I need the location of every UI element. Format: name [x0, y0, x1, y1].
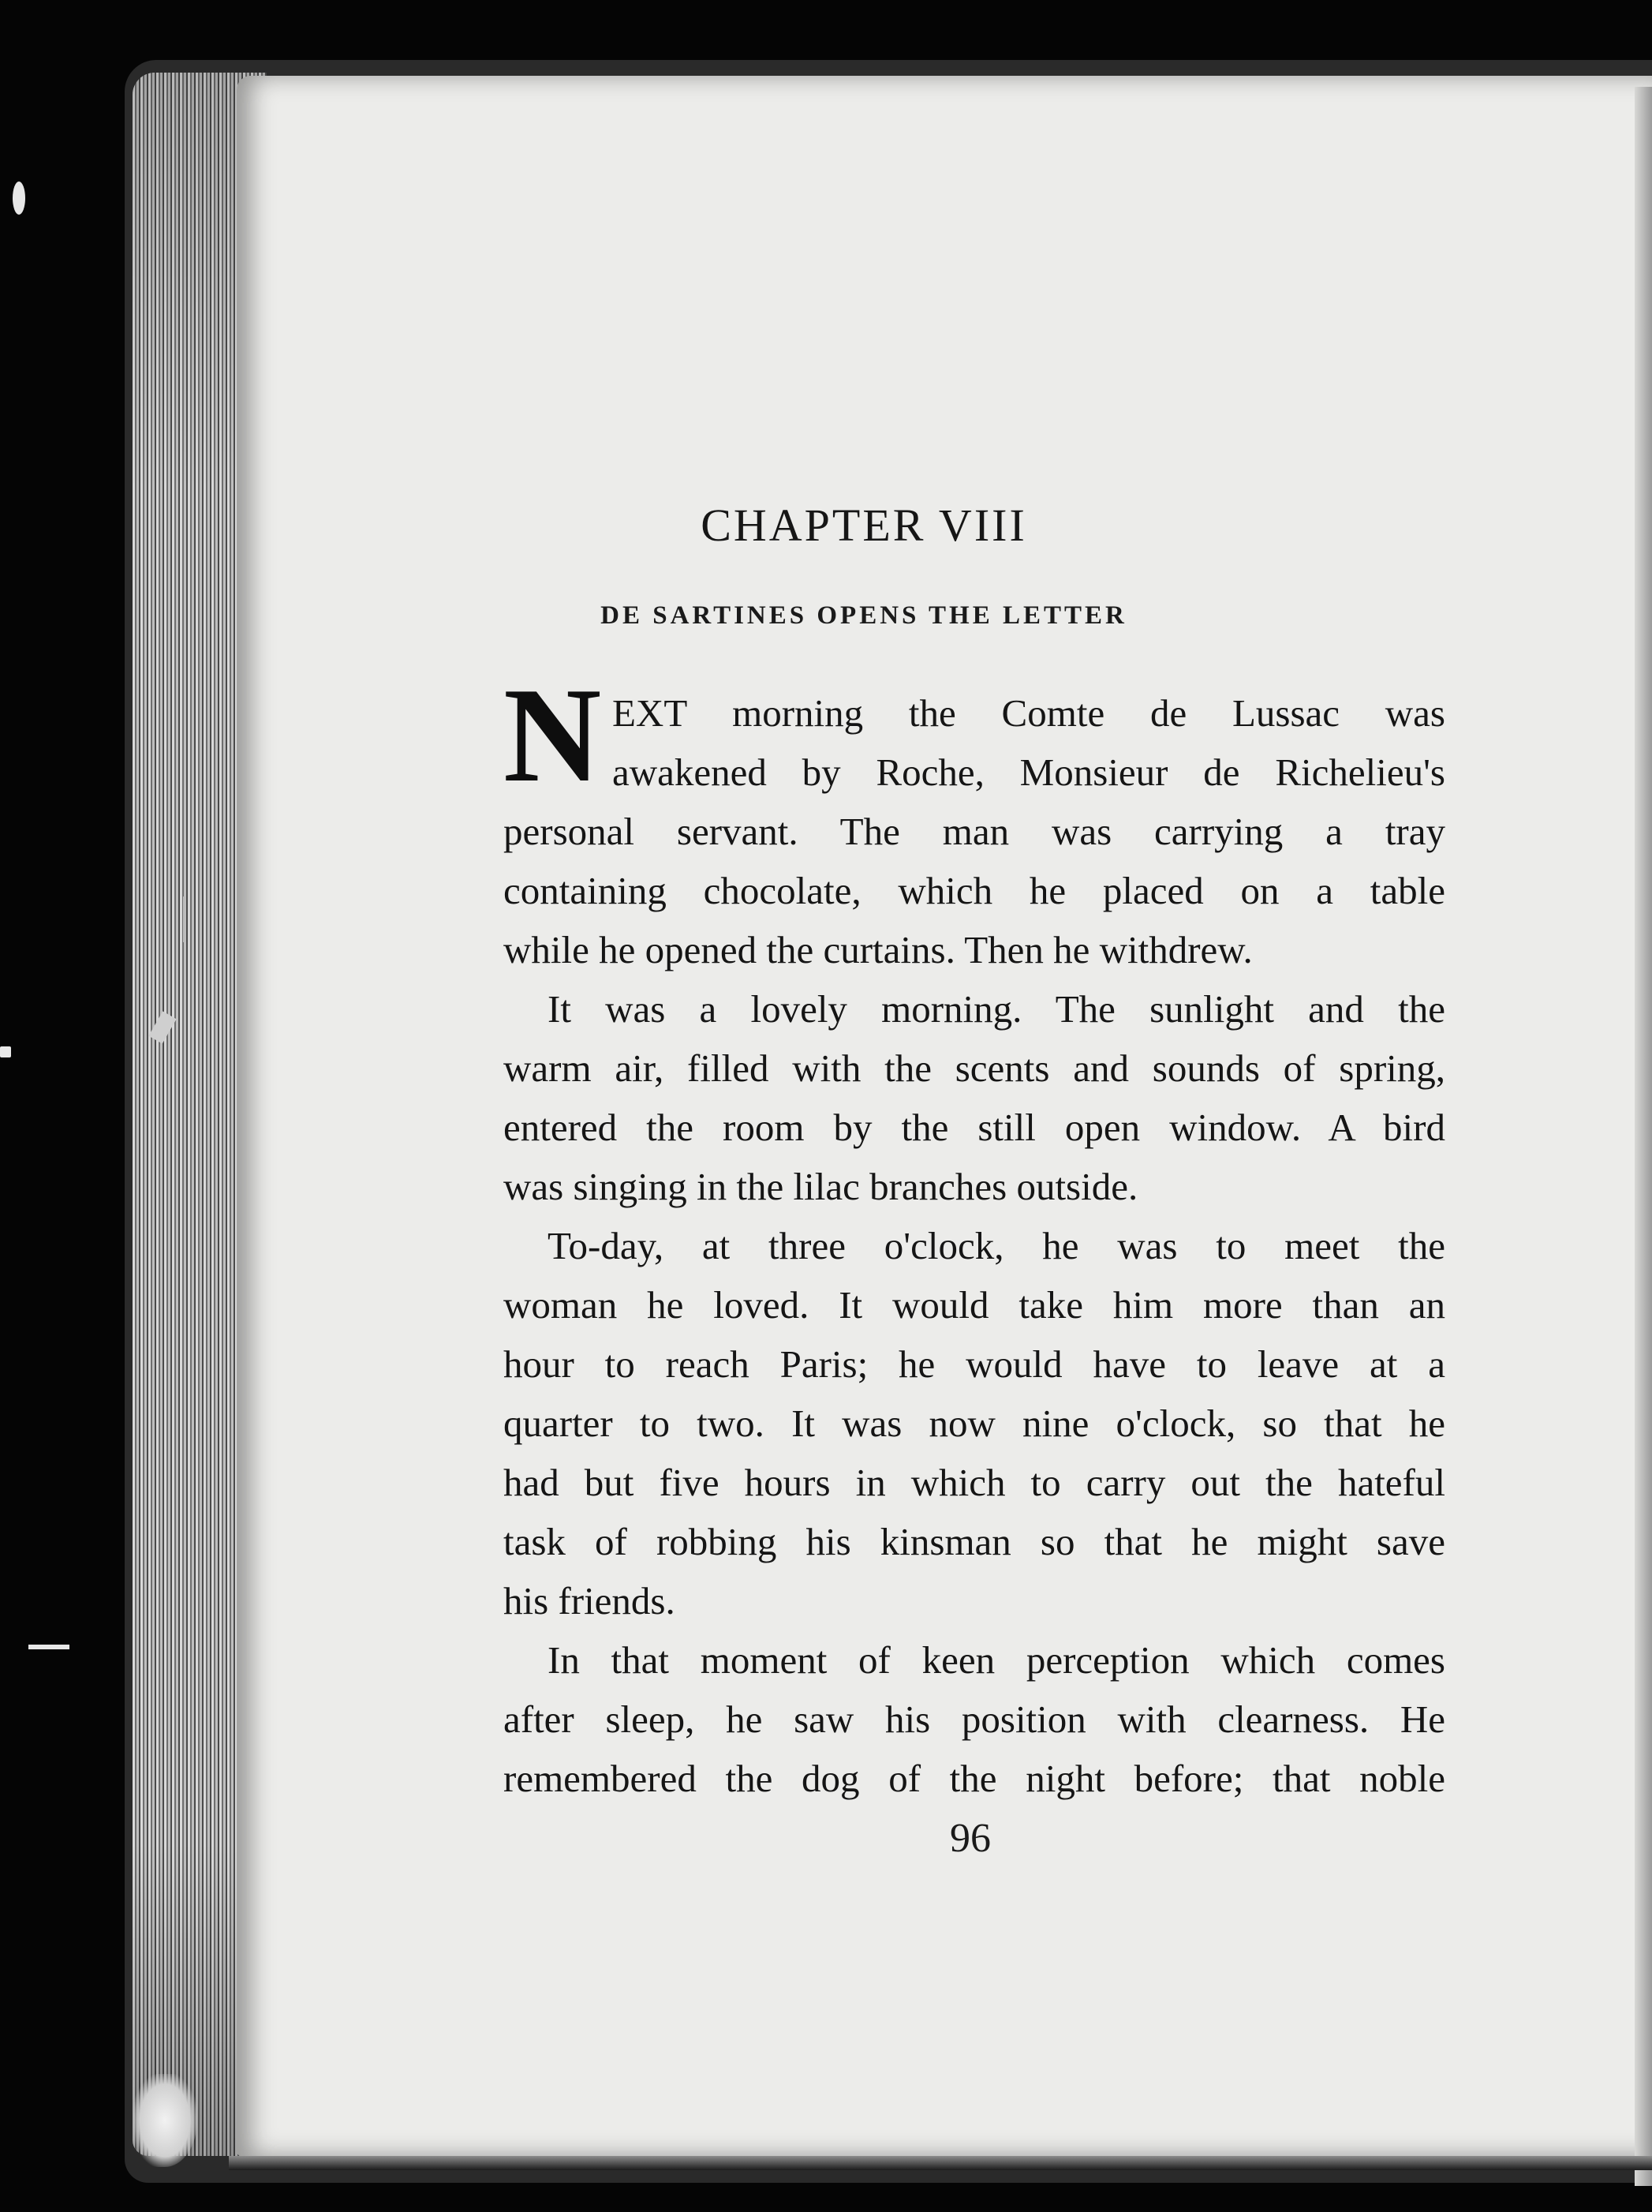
text-line: containing chocolate, which he placed on a table [503, 869, 1445, 912]
text-line: In that moment of keen perception which comes [548, 1638, 1445, 1682]
text-line: was singing in the lilac branches outside. [503, 1165, 1138, 1208]
scan-speck [0, 1046, 11, 1057]
scan-speck [28, 1645, 69, 1649]
text-line: hour to reach Paris; he would have to leave at a [503, 1342, 1445, 1386]
text-line: awakened by Roche, Monsieur de Richelieu's [612, 750, 1445, 794]
right-page-edge [1635, 87, 1652, 2186]
chapter-subtitle: DE SARTINES OPENS THE LETTER [600, 601, 1127, 630]
scan-speck [183, 896, 186, 942]
text-line: quarter to two. It was now nine o'clock, so that he [503, 1402, 1445, 1445]
worn-corner [133, 2074, 197, 2167]
page-number: 96 [950, 1816, 991, 1861]
text-line: woman he loved. It would take him more than an [503, 1283, 1445, 1327]
scan-speck [13, 182, 25, 215]
drop-cap: N [503, 661, 602, 810]
text-line: entered the room by the still open window. A bird [503, 1106, 1445, 1149]
text-line: while he opened the curtains. Then he withdrew. [503, 928, 1253, 971]
text-line: warm air, filled with the scents and sounds of spring, [503, 1046, 1445, 1090]
text-line: It was a lovely morning. The sunlight and the [548, 987, 1445, 1031]
text-line: after sleep, he saw his position with clearness. He [503, 1697, 1445, 1741]
text-line: his friends. [503, 1579, 675, 1623]
text-line: had but five hours in which to carry out the hateful [503, 1461, 1445, 1504]
bottom-page-edge [229, 2156, 1652, 2170]
text-line: To-day, at three o'clock, he was to meet the [548, 1224, 1445, 1267]
text-line: EXT morning the Comte de Lussac was [612, 691, 1445, 735]
text-line: personal servant. The man was carrying a tray [503, 810, 1445, 853]
text-line: remembered the dog of the night before; that noble [503, 1757, 1445, 1800]
chapter-title: CHAPTER VIII [701, 500, 1027, 551]
text-line: task of robbing his kinsman so that he might save [503, 1520, 1445, 1563]
body-text [503, 683, 1445, 1808]
